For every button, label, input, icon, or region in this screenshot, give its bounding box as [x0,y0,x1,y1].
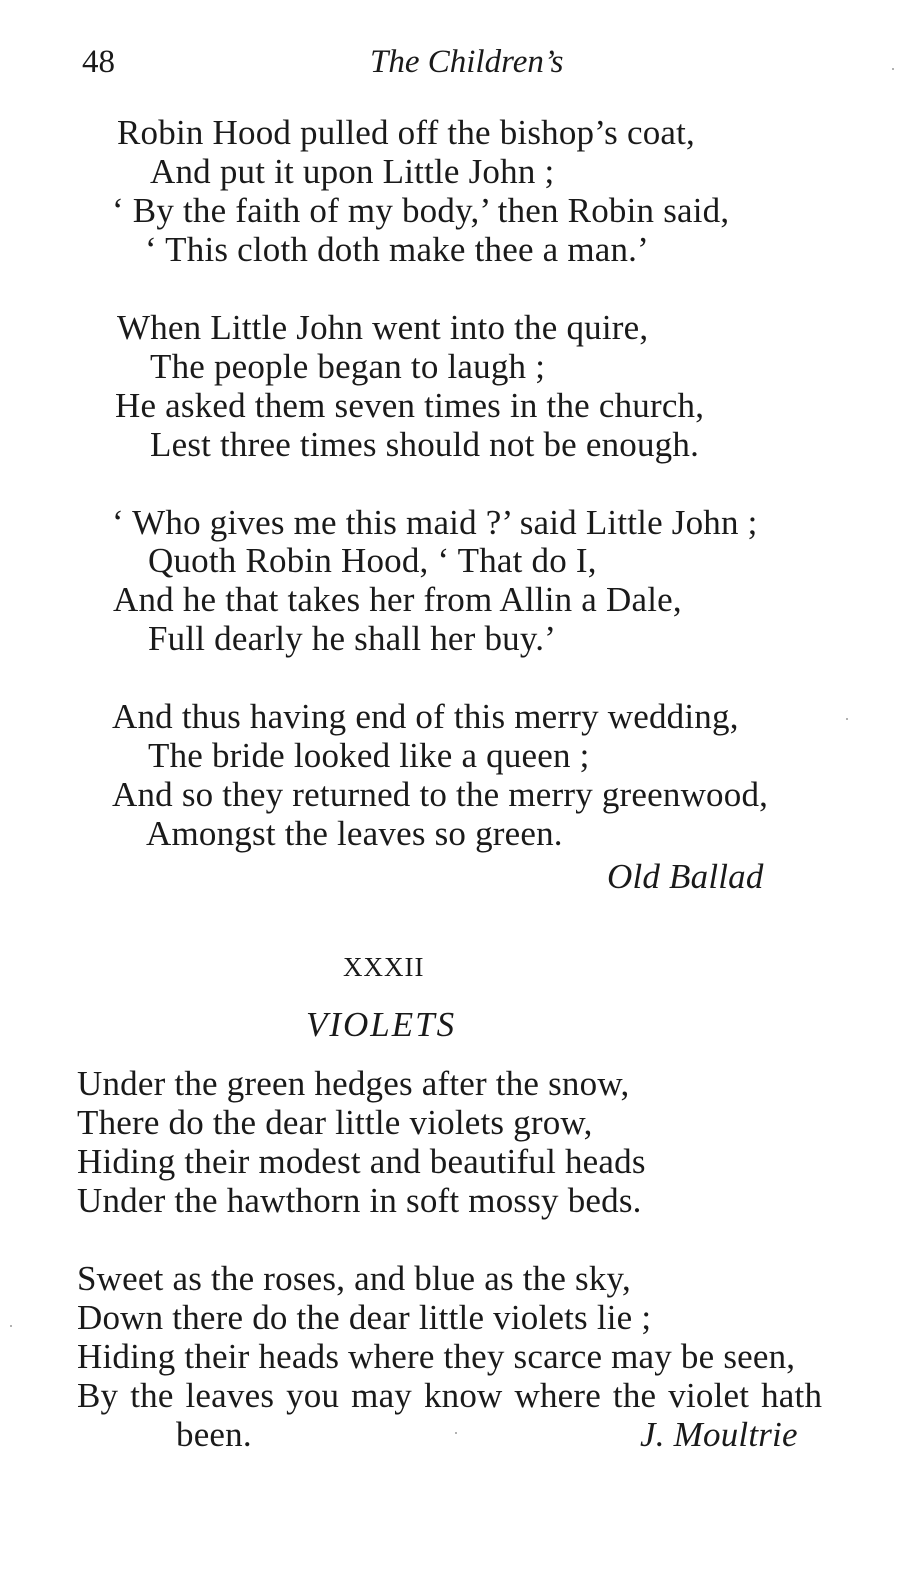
scan-speck [846,718,848,720]
attribution: J. Moultrie [640,1415,798,1454]
scan-speck [455,1432,457,1434]
poem1-line: And so they returned to the merry greenwood, [112,775,769,814]
poem2-line: been. [176,1415,252,1454]
poem1-line: When Little John went into the quire, [117,308,649,347]
poem1-line: ‘ By the faith of my body,’ then Robin said, [112,191,730,230]
poem1-line: Full dearly he shall her buy.’ [148,619,557,658]
poem1-line: The people began to laugh ; [150,347,546,386]
poem1-line: And put it upon Little John ; [150,152,555,191]
poem1-line: He asked them seven times in the church, [115,386,705,425]
scan-speck [10,1325,12,1327]
poem2-line: Under the green hedges after the snow, [77,1064,630,1103]
page-number: 48 [82,44,115,80]
poem2-line: Hiding their heads where they scarce may be seen, [77,1337,796,1376]
poem2-line: By the leaves you may know where the violet hath [77,1376,823,1415]
poem2-line: Sweet as the roses, and blue as the sky, [77,1259,631,1298]
poem1-line: And he that takes her from Allin a Dale, [113,580,682,619]
poem1-line: Amongst the leaves so green. [146,814,563,853]
poem2-line: Hiding their modest and beautiful heads [77,1142,646,1181]
scan-speck [892,68,894,70]
poem1-line: The bride looked like a queen ; [148,736,590,775]
poem1-line: Robin Hood pulled off the bishop’s coat, [117,113,695,152]
poem-title: VIOLETS [306,1005,457,1044]
attribution: Old Ballad [607,857,764,896]
poem1-line: ‘ Who gives me this maid ?’ said Little John ; [112,503,758,542]
poem1-line: Quoth Robin Hood, ‘ That do I, [148,541,597,580]
poem1-line: And thus having end of this merry wedding, [112,697,739,736]
poem1-line: Lest three times should not be enough. [150,425,700,464]
poem2-line: Under the hawthorn in soft mossy beds. [77,1181,642,1220]
poem-number: XXXII [343,952,425,982]
running-title: The Children’s [370,44,564,80]
poem1-line: ‘ This cloth doth make thee a man.’ [145,230,649,269]
poem2-line: Down there do the dear little violets lie ; [77,1298,652,1337]
poem2-line: There do the dear little violets grow, [77,1103,593,1142]
